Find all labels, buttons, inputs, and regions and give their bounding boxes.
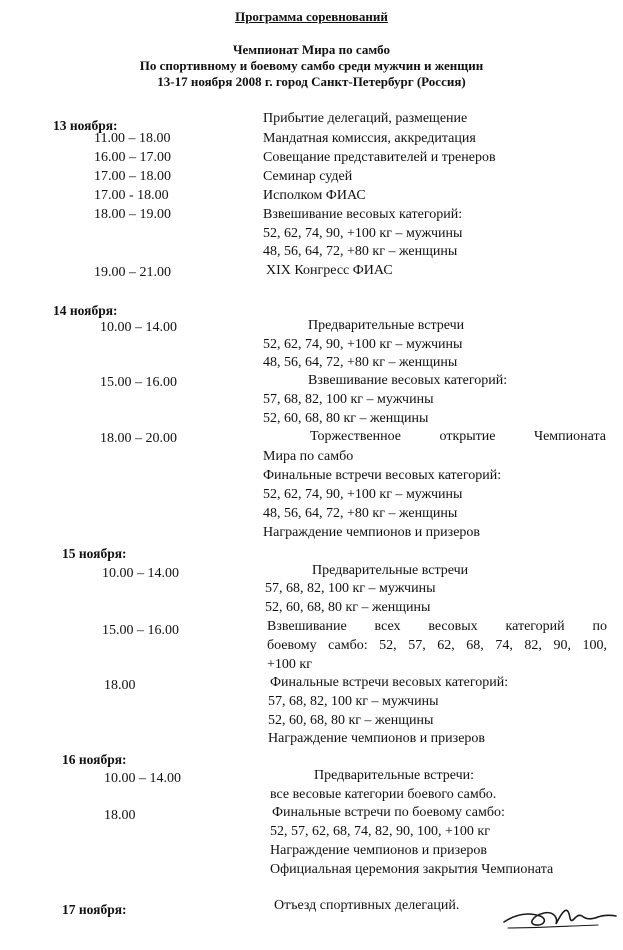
event-13-arrival: Прибытие делегаций, размещение [263,111,468,126]
event-15-women: 52, 60, 68, 80 кг – женщины [265,600,431,615]
time-14-0: 10.00 – 14.00 [100,320,177,335]
event-15-weighin-cont: боевому самбо: 52, 57, 62, 68, 74, 82, 90, 100, [267,638,607,653]
day-label-13: 13 ноября: [53,118,118,133]
event-14-awards: Награждение чемпионов и призеров [263,525,481,540]
event-14-men: 52, 62, 74, 90, +100 кг – мужчины [263,337,463,352]
document-title: Программа соревнований [235,9,388,24]
event-14-women: 48, 56, 64, 72, +80 кг – женщины [263,355,458,370]
event-13-seminar: Семинар судей [263,169,353,184]
event-14-opening-cont: Мира по самбо [263,449,354,464]
time-13-0: 11.00 – 18.00 [94,131,171,146]
event-14-finals-men: 52, 62, 74, 90, +100 кг – мужчины [263,487,463,502]
event-16-prelims-cont: все весовые категории боевого самбо. [270,787,497,802]
time-15-2: 18.00 [104,678,136,693]
day-label-17: 17 ноября: [62,902,127,917]
event-13-women: 48, 56, 64, 72, +80 кг – женщины [263,244,458,259]
event-13-congress: XIX Конгресс ФИАС [266,263,393,278]
day-label-16: 16 ноября: [62,752,127,767]
event-16-awards: Награждение чемпионов и призеров [270,843,488,858]
event-13-weighin: Взвешивание весовых категорий: [263,207,463,222]
time-15-1: 15.00 – 16.00 [102,623,179,638]
time-13-5: 19.00 – 21.00 [94,265,171,280]
event-16-prelims: Предварительные встречи: [314,768,475,783]
event-15-finals: Финальные встречи весовых категорий: [270,675,509,690]
event-14-weighin: Взвешивание весовых категорий: [308,373,508,388]
event-14-finals: Финальные встречи весовых категорий: [263,468,502,483]
event-14-weighin-men: 57, 68, 82, 100 кг – мужчины [263,392,434,407]
day-label-15: 15 ноября: [62,546,127,561]
event-13-men: 52, 62, 74, 90, +100 кг – мужчины [263,226,463,241]
event-15-weighin: Взвешивание всех весовых категорий по [267,619,607,634]
time-14-2: 18.00 – 20.00 [100,431,177,446]
event-16-finals-weights: 52, 57, 62, 68, 74, 82, 90, 100, +100 кг [270,824,490,839]
event-15-finals-women: 52, 60, 68, 80 кг – женщины [268,713,434,728]
day-label-14: 14 ноября: [53,303,118,318]
event-16-finals: Финальные встречи по боевому самбо: [272,805,505,820]
time-13-3: 17.00 - 18.00 [94,188,169,203]
time-14-1: 15.00 – 16.00 [100,375,177,390]
event-15-prelims: Предварительные встречи [312,563,469,578]
event-14-opening: Торжественное открытие Чемпионата [310,429,606,444]
event-15-finals-men: 57, 68, 82, 100 кг – мужчины [268,694,439,709]
event-13-credentials: Мандатная комиссия, аккредитация [263,131,476,146]
event-15-awards: Награждение чемпионов и призеров [268,731,486,746]
event-17-departure: Отъезд спортивных делегаций. [274,898,460,913]
event-15-weighin-cont2: +100 кг [267,657,312,672]
time-13-2: 17.00 – 18.00 [94,169,171,184]
time-16-1: 18.00 [104,808,136,823]
event-14-prelims: Предварительные встречи [308,318,465,333]
time-15-0: 10.00 – 14.00 [102,566,179,581]
time-16-0: 10.00 – 14.00 [104,771,181,786]
event-13-meeting: Совещание представителей и тренеров [263,150,496,165]
championship-dates-location: 13-17 ноября 2008 г. город Санкт-Петербург (Россия) [157,74,466,89]
signature-image [498,898,618,938]
event-16-closing: Официальная церемония закрытия Чемпионата [270,862,554,877]
event-15-men: 57, 68, 82, 100 кг – мужчины [265,581,436,596]
time-13-4: 18.00 – 19.00 [94,207,171,222]
time-13-1: 16.00 – 17.00 [94,150,171,165]
event-14-finals-women: 48, 56, 64, 72, +80 кг – женщины [263,506,458,521]
event-14-weighin-women: 52, 60, 68, 80 кг – женщины [263,411,429,426]
championship-title: Чемпионат Мира по самбо [232,42,391,57]
championship-subtitle: По спортивному и боевому самбо среди мужчин и женщин [139,58,484,73]
event-13-executive: Исполком ФИАС [263,188,366,203]
